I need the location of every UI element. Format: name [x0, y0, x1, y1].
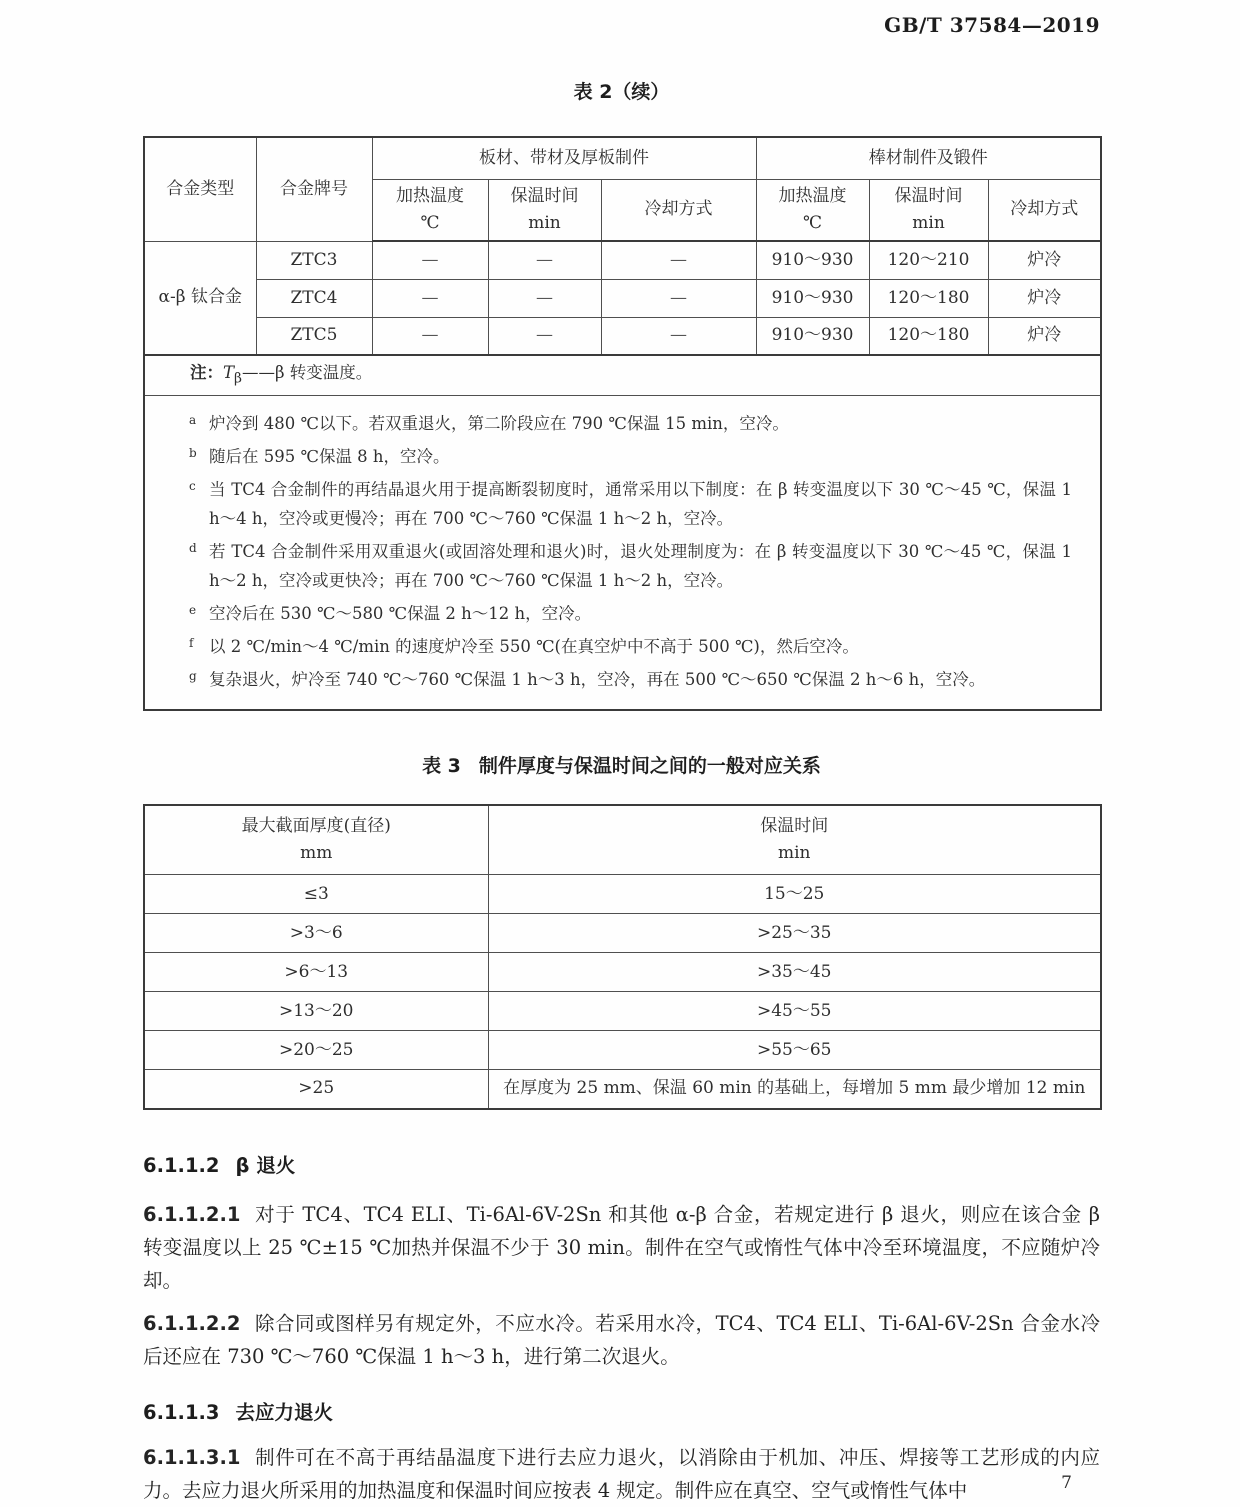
- header-bar-cooling: 冷却方式: [988, 179, 1101, 241]
- footnote-marker: e: [189, 602, 197, 617]
- note-symbol-beta-subscript: β: [234, 370, 242, 387]
- footnote-e: [189, 599, 1072, 628]
- header-sheet-heat-temp: [372, 179, 488, 241]
- footnote-text: 随后在 595 ℃保温 8 h，空冷。: [209, 446, 450, 466]
- cell-bar-temp: 910～930: [756, 279, 869, 317]
- cell-time: >55～65: [488, 1031, 1101, 1070]
- footnote-b: [189, 442, 1072, 471]
- cell-bar-time: 120～180: [869, 317, 988, 355]
- footnote-text: 炉冷到 480 ℃以下。若双重退火，第二阶段应在 790 ℃保温 15 min，空冷。: [209, 413, 789, 433]
- page-number: 7: [1061, 1473, 1072, 1493]
- table3-header-row: [144, 805, 1101, 875]
- header-group-bar-forging: 棒材制件及锻件: [756, 137, 1101, 179]
- table2-heat-treatment: [143, 136, 1102, 711]
- cell-sheet-temp: —: [372, 317, 488, 355]
- header-alloy-grade: 合金牌号: [256, 137, 372, 241]
- header-bar-hold-time-unit: min: [912, 212, 945, 233]
- cell-sheet-cool: —: [601, 241, 756, 279]
- paragraph-61122: [143, 1307, 1100, 1373]
- table2-row-ztc4: [144, 279, 1101, 317]
- header-bar-heat-temp: [756, 179, 869, 241]
- cell-time: 在厚度为 25 mm、保温 60 min 的基础上，每增加 5 mm 最少增加 12 min: [488, 1070, 1101, 1109]
- footnote-f: [189, 632, 1072, 661]
- cell-bar-temp: 910～930: [756, 241, 869, 279]
- footnote-text: 空冷后在 530 ℃～580 ℃保温 2 h～12 h，空冷。: [209, 603, 592, 623]
- header-bar-heat-temp-unit: ℃: [803, 212, 823, 233]
- clause-heading-6112: [143, 1150, 1100, 1178]
- table2-footnotes-row: [144, 395, 1101, 710]
- footnote-text: 复杂退火，炉冷至 740 ℃～760 ℃保温 1 h～3 h，空冷，再在 500 ℃～650 ℃保温 2 h～6 h，空冷。: [209, 669, 986, 689]
- clause-number: 6.1.1.2.1: [143, 1202, 241, 1226]
- header-bar-hold-time-label: 保温时间: [894, 186, 963, 207]
- paragraph-text: 制件可在不高于再结晶温度下进行去应力退火，以消除由于机加、冲压、焊接等工艺形成的内应力。去应力退火所采用的加热温度和保温时间应按表 4 规定。制件应在真空、空气或惰性气体中: [143, 1445, 1100, 1502]
- footnote-a: [189, 409, 1072, 438]
- table3-row-5: [144, 1031, 1101, 1070]
- cell-thickness: >3～6: [144, 914, 488, 953]
- cell-sheet-cool: —: [601, 279, 756, 317]
- cell-thickness: >13～20: [144, 992, 488, 1031]
- header-thickness: [144, 805, 488, 875]
- header-sheet-hold-time-label: 保温时间: [510, 186, 579, 207]
- header-group-sheet-strip-plate: 板材、带材及厚板制件: [372, 137, 756, 179]
- cell-thickness: >6～13: [144, 953, 488, 992]
- cell-sheet-cool: —: [601, 317, 756, 355]
- footnote-marker: g: [189, 668, 197, 683]
- table3-thickness-holdtime: [143, 804, 1102, 1110]
- cell-time: >45～55: [488, 992, 1101, 1031]
- table3-row-6: [144, 1070, 1101, 1109]
- table2-note-cell: [144, 355, 1101, 395]
- table2-row-ztc3: [144, 241, 1101, 279]
- header-bar-hold-time: [869, 179, 988, 241]
- header-thickness-label: 最大截面厚度(直径): [241, 816, 391, 837]
- standard-number: GB/T 37584—2019: [884, 13, 1100, 37]
- cell-grade: ZTC4: [256, 279, 372, 317]
- clause-number: 6.1.1.2: [143, 1153, 220, 1177]
- footnote-text: 若 TC4 合金制件采用双重退火(或固溶处理和退火)时，退火处理制度为：在 β 转变温度以下 30 ℃～45 ℃，保温 1 h～2 h，空冷或更快冷；再在 700 ℃～760 ℃保温 1 h～2 h，空冷。: [209, 541, 1073, 590]
- note-symbol-T: T: [223, 363, 235, 383]
- footnote-marker: c: [189, 478, 196, 493]
- clause-heading-6113: [143, 1397, 1100, 1425]
- paragraph-61121: [143, 1198, 1100, 1297]
- clause-title: 去应力退火: [235, 1400, 334, 1424]
- cell-thickness: ≤3: [144, 875, 488, 914]
- footnote-g: [189, 665, 1072, 694]
- cell-time: >25～35: [488, 914, 1101, 953]
- cell-bar-cool: 炉冷: [988, 279, 1101, 317]
- footnote-marker: f: [189, 635, 194, 650]
- clause-number: 6.1.1.2.2: [143, 1311, 241, 1335]
- note-text: β 转变温度。: [274, 363, 373, 383]
- header-sheet-hold-time: [488, 179, 601, 241]
- footnote-marker: a: [189, 412, 197, 427]
- table2-title: 表 2（续）: [573, 81, 670, 103]
- header-thickness-unit: mm: [300, 842, 333, 863]
- cell-time: 15～25: [488, 875, 1101, 914]
- document-page: [143, 0, 1100, 1507]
- header-sheet-cooling: 冷却方式: [601, 179, 756, 241]
- footnote-marker: b: [189, 445, 197, 460]
- cell-bar-cool: 炉冷: [988, 317, 1101, 355]
- table2-header-row-groups: [144, 137, 1101, 179]
- cell-sheet-temp: —: [372, 279, 488, 317]
- cell-bar-time: 120～210: [869, 241, 988, 279]
- table3-row-3: [144, 953, 1101, 992]
- table2-row-ztc5: [144, 317, 1101, 355]
- footnote-text: 当 TC4 合金制件的再结晶退火用于提高断裂韧度时，通常采用以下制度：在 β 转变温度以下 30 ℃～45 ℃，保温 1 h～4 h，空冷或更慢冷；再在 700 ℃～760 ℃保温 1 h～2 h，空冷。: [209, 479, 1073, 528]
- header-bar-heat-temp-label: 加热温度: [778, 186, 847, 207]
- cell-alloy-type: α-β 钛合金: [144, 241, 256, 355]
- header-alloy-type: 合金类型: [144, 137, 256, 241]
- header-sheet-heat-temp-label: 加热温度: [396, 186, 464, 207]
- clause-title: β 退火: [235, 1153, 296, 1177]
- table2-note-row: [144, 355, 1101, 395]
- header-sheet-hold-time-unit: min: [528, 212, 561, 233]
- header-holdtime-unit: min: [777, 842, 811, 863]
- note-label: 注：: [190, 363, 223, 383]
- cell-bar-cool: 炉冷: [988, 241, 1101, 279]
- clause-number: 6.1.1.3.1: [143, 1445, 241, 1469]
- table3-row-4: [144, 992, 1101, 1031]
- cell-sheet-time: —: [488, 317, 601, 355]
- footnote-text: 以 2 ℃/min～4 ℃/min 的速度炉冷至 550 ℃(在真空炉中不高于 500 ℃)，然后空冷。: [209, 636, 859, 656]
- table3-title-label: 表 3: [422, 754, 461, 777]
- cell-bar-time: 120～180: [869, 279, 988, 317]
- footnote-marker: d: [189, 540, 197, 555]
- clause-number: 6.1.1.3: [143, 1400, 220, 1424]
- paragraph-text: 除合同或图样另有规定外，不应水冷。若采用水冷，TC4、TC4 ELI、Ti-6Al-6V-2Sn 合金水冷后还应在 730 ℃～760 ℃保温 1 h～3 h，进行第二次退火。: [143, 1311, 1100, 1368]
- table3-row-2: [144, 914, 1101, 953]
- footnote-d: [189, 537, 1073, 595]
- paragraph-text: 对于 TC4、TC4 ELI、Ti-6Al-6V-2Sn 和其他 α-β 合金，若规定进行 β 退火，则应在该合金 β 转变温度以上 25 ℃±15 ℃加热并保温不少于 30 min。制件在空气或惰性气体中冷至环境温度，不应随炉冷却。: [143, 1202, 1100, 1292]
- header-sheet-heat-temp-unit: ℃: [420, 212, 440, 233]
- footnote-c: [189, 475, 1073, 533]
- note-dash: ——: [241, 363, 275, 383]
- cell-grade: ZTC5: [256, 317, 372, 355]
- cell-sheet-temp: —: [372, 241, 488, 279]
- cell-thickness: >25: [144, 1070, 488, 1109]
- cell-time: >35～45: [488, 953, 1101, 992]
- cell-bar-temp: 910～930: [756, 317, 869, 355]
- cell-sheet-time: —: [488, 241, 601, 279]
- cell-grade: ZTC3: [256, 241, 372, 279]
- cell-sheet-time: —: [488, 279, 601, 317]
- table3-title-text: 制件厚度与保温时间之间的一般对应关系: [478, 754, 821, 777]
- cell-thickness: >20～25: [144, 1031, 488, 1070]
- header-holdtime-label: 保温时间: [760, 816, 829, 837]
- paragraph-61131: [143, 1441, 1100, 1507]
- table3-title: [143, 751, 1100, 778]
- header-holdtime: [488, 805, 1101, 875]
- table2-footnotes-cell: [144, 395, 1101, 710]
- table3-row-1: [144, 875, 1101, 914]
